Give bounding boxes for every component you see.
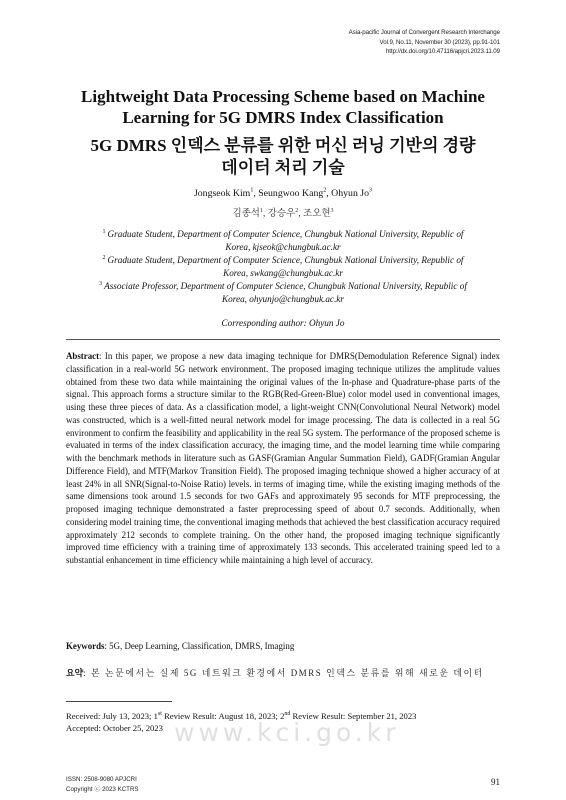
keywords-label: Keywords <box>66 641 105 651</box>
received-dates: Received: July 13, 2023; 1st Review Result: August 18, 2023; 2nd Review Result: September 21, 2023 Accepted: October 25, 2023 <box>66 711 417 733</box>
journal-issue: Vol.9, No.11, November 30 (2023), pp.91-101 <box>379 38 500 46</box>
copyright: Copyright ⓒ 2023 KCTRS <box>66 785 139 793</box>
author-name: 김종석 <box>232 209 260 219</box>
affiliation-2: $^2$ Graduate Student, Department of Computer Science, Chungbuk National University, Republic of Korea, swkang@chungbuk.ac.kr <box>102 254 464 278</box>
title-english: Lightweight Data Processing Scheme based on Machine Learning for 5G DMRS Index Classification <box>81 87 485 127</box>
affiliation-1: $^1$ Graduate Student, Department of Computer Science, Chungbuk National University, Republic of Korea, kjseok@chungbuk.ac.kr <box>102 228 464 252</box>
journal-header <box>349 28 500 57</box>
authors-korean: 김종석$^1$, 강승우$^2$, 조오현$^3$ <box>232 207 334 219</box>
korean-abstract-label: 요약 <box>66 668 84 678</box>
author-name: 조오현 <box>303 209 331 219</box>
korean-abstract-text: : 본 논문에서는 실제 5G 네트워크 환경에서 DMRS 인덱스 분류를 위해 새로운 데이터 <box>83 668 484 678</box>
page-number: 91 <box>491 777 500 787</box>
keywords <box>66 640 500 652</box>
affiliation-3: $^3$ Associate Professor, Department of Computer Science, Chungbuk National University, Republic of Korea, ohyunjo@chungbuk.ac.kr <box>99 280 467 304</box>
footnote-divider <box>66 701 172 702</box>
abstract-text: : In this paper, we propose a new data imaging technique for DMRS(Demodulation Reference Signal) index classification in a real-world 5G network environment. The proposed imaging technique utilizes the amplitude values obtained from these two data while maintaining the original values of the In-phase and Quadrature-phase parts of the signal. This approach forms a structure similar to the RGB(Red-Green-Blue) color model used in conventional images, using these three pieces of data. As a classification model, a light-weight CNN(Convolutional Neural Network) model was constructed, which is a well-fitted neural network model for image processing. The data is collected in a real 5G environment to confirm the feasibility and applicability in the real 5G system. The performance of the proposed scheme is evaluated in terms of the index classification accuracy, the imaging time, and the model learning time while comparing with the benchmark methods in literature such as GASF(Gramian Angular Summation Field), GADF(Gramian Angular Difference Field), and MTF(Markov Transition Field). The proposed imaging technique showed a higher accuracy of at least 24% in all SNR(Signal-to-Noise Ratio) levels. in terms of imaging time, while the existing imaging methods of the same dimensions took around 1.5 seconds for two GAFs and approximately 95 seconds for MTF preprocessing, the proposed imaging technique demonstrated a faster preprocessing speed of about 0.7 seconds. Additionally, when considering model training time, the conventional imaging methods that achieved the best classification accuracy required approximately 212 seconds to complete training. On the other hand, the proposed imaging technique significantly improved time efficiency with a training time of approximately 133 seconds. This accelerated training speed led to a substantial enhancement in time efficiency while maintaining a high level of accuracy. <box>66 351 500 565</box>
journal-name: Asia-pacific Journal of Convergent Research Interchange <box>348 29 500 36</box>
authors-english: Jongseok Kim$^1$, Seungwoo Kang$^2$, Ohyun Jo$^3$ <box>193 187 373 199</box>
divider <box>66 339 500 340</box>
korean-abstract <box>66 667 500 679</box>
footer-left <box>66 775 139 795</box>
issn: ISSN: 2508-9080 APJCRI <box>66 776 137 783</box>
keywords-text: : 5G, Deep Learning, Classification, DMRS, Imaging <box>104 641 295 651</box>
author-name: Jongseok Kim <box>193 188 251 199</box>
author-name: 강승우 <box>267 209 296 219</box>
title-korean: 5G DMRS 인덱스 분류를 위한 머신 러닝 기반의 경량 데이터 처리 기술 <box>90 136 476 177</box>
watermark: www.kci.go.kr <box>174 718 400 747</box>
journal-doi[interactable]: http://dx.doi.org/10.47116/apjcri.2023.11.09 <box>385 48 500 56</box>
abstract-label: Abstract <box>66 351 100 361</box>
abstract <box>66 350 500 567</box>
author-name: Ohyun Jo <box>331 188 370 199</box>
corresponding-author: Corresponding author: Ohyun Jo <box>221 318 345 328</box>
author-name: Seungwoo Kang <box>258 188 324 199</box>
